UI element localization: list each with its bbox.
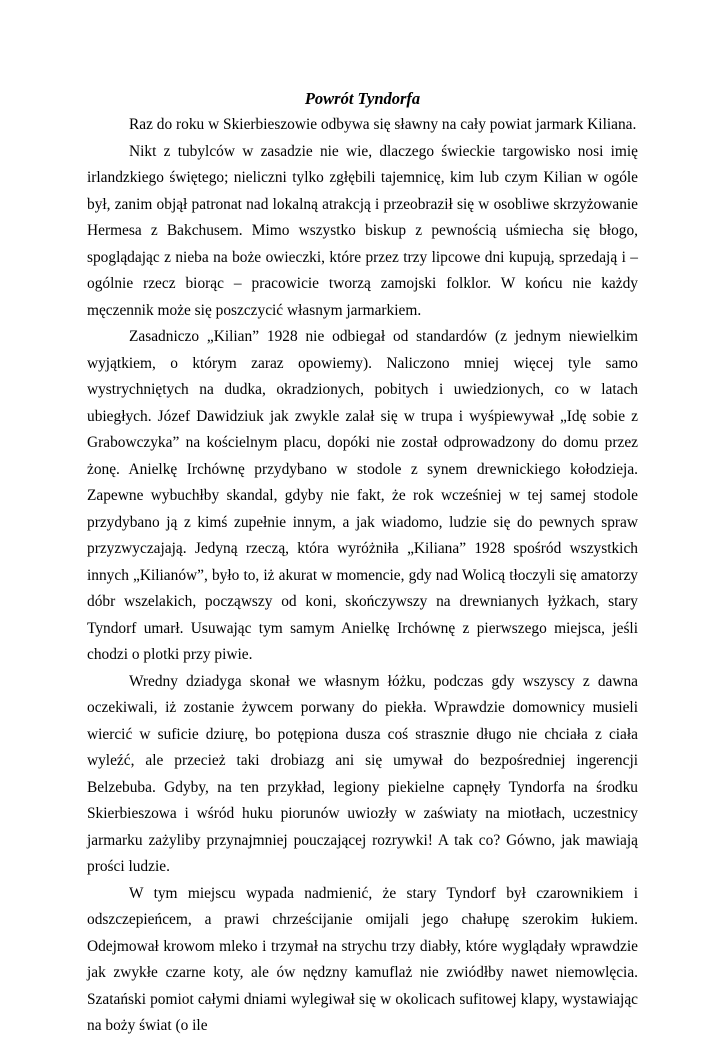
paragraph-1: Raz do roku w Skierbieszowie odbywa się sławny na cały powiat jarmark Kiliana. [129,116,637,133]
document-title: Powrót Tyndorfa [304,89,421,108]
paragraph-5: W tym miejscu wypada nadmienić, że stary Tyndorf był czarownikiem i odszczepieńcem, a prawi chrześcijanie omijali jego chałupę szerokim łukiem. Odejmował krowom mleko i trzymał na strychu trzy diabły, które wyglądały wprawdzie jak zwykłe czarne koty, ale ów nędzny kamuflaż nie zwiódłby nawet niemowlęcia. Szatański pomiot całymi dniami wylegiwał się w okolicach sufitowej klapy, wystawiając na boży świat (o ile [87,884,638,1034]
paragraph-4: Wredny dziadyga skonał we własnym łóżku, podczas gdy wszyscy z dawna oczekiwali, iż zostanie żywcem porwany do piekła. Wprawdzie domownicy musieli wiercić w suficie dziurę, bo potępiona dusza coś strasznie długo nie chciała z ciała wyleźć, ale przecież taki drobiazg ani się umywał do bezpośredniej ingerencji Belzebuba. Gdyby, na ten przykład, legiony piekielne capnęły Tyndorfa na środku Skierbieszowa i wśród huku piorunów uwiozły w zaświaty na miotłach, uczestnicy jarmarku zażyliby przynajmniej pouczającej rozrywki! A tak co? Gówno, jak mawiają prości ludzie. [87,672,638,875]
paragraph-2: Nikt z tubylców w zasadzie nie wie, dlaczego świeckie targowisko nosi imię irlandzkiego świętego; nieliczni tylko zgłębili tajemnicę, kim lub czym Kilian w ogóle był, zanim objął patronat nad lokalną atrakcją i przeobraził się w osobliwe skrzyżowanie Hermesa z Bakchusem. Mimo wszystko biskup z pewnością uśmiecha się błogo, spoglądając z nieba na boże owieczki, które przez trzy lipcowe dni kupują, sprzedają i – ogólnie rzecz biorąc – pracowicie tworzą zamojski folklor. W końcu nie każdy męczennik może się poszczycić własnym jarmarkiem. [87,142,638,319]
paragraph-3: Zasadniczo „Kilian” 1928 nie odbiegał od standardów (z jednym niewielkim wyjątkiem, o którym zaraz opowiemy). Naliczono mniej więcej tyle samo wystrychniętych na dudka, okradzionych, pobitych i uwiedzionych, co w latach ubiegłych. Józef Dawidziuk jak zwykle zalał się w trupa i wyśpiewywał „Idę sobie z Grabowczyka” na kościelnym placu, dopóki nie został odprowadzony do domu przez żonę. Anielkę Irchównę przydybano w stodole z synem drewnickiego kołodzieja. Zapewne wybuchłby skandal, gdyby nie fakt, że rok wcześniej w tej samej stodole przydybano ją z kimś zupełnie innym, a jak wiadomo, ludzie się do pewnych spraw przyzwyczajają. Jedyną rzeczą, która wyróżniła „Kiliana” 1928 spośród wszystkich innych „Kilianów”, było to, iż akurat w momencie, gdy nad Wolicą tłoczyli się amatorzy dóbr wszelakich, począwszy od koni, skończywszy na drewnianych łyżkach, stary Tyndorf umarł. Usuwając tym samym Anielkę Irchównę z pierwszego miejsca, jeśli chodzi o plotki przy piwie. [87,328,638,663]
document-body [87,86,638,1040]
